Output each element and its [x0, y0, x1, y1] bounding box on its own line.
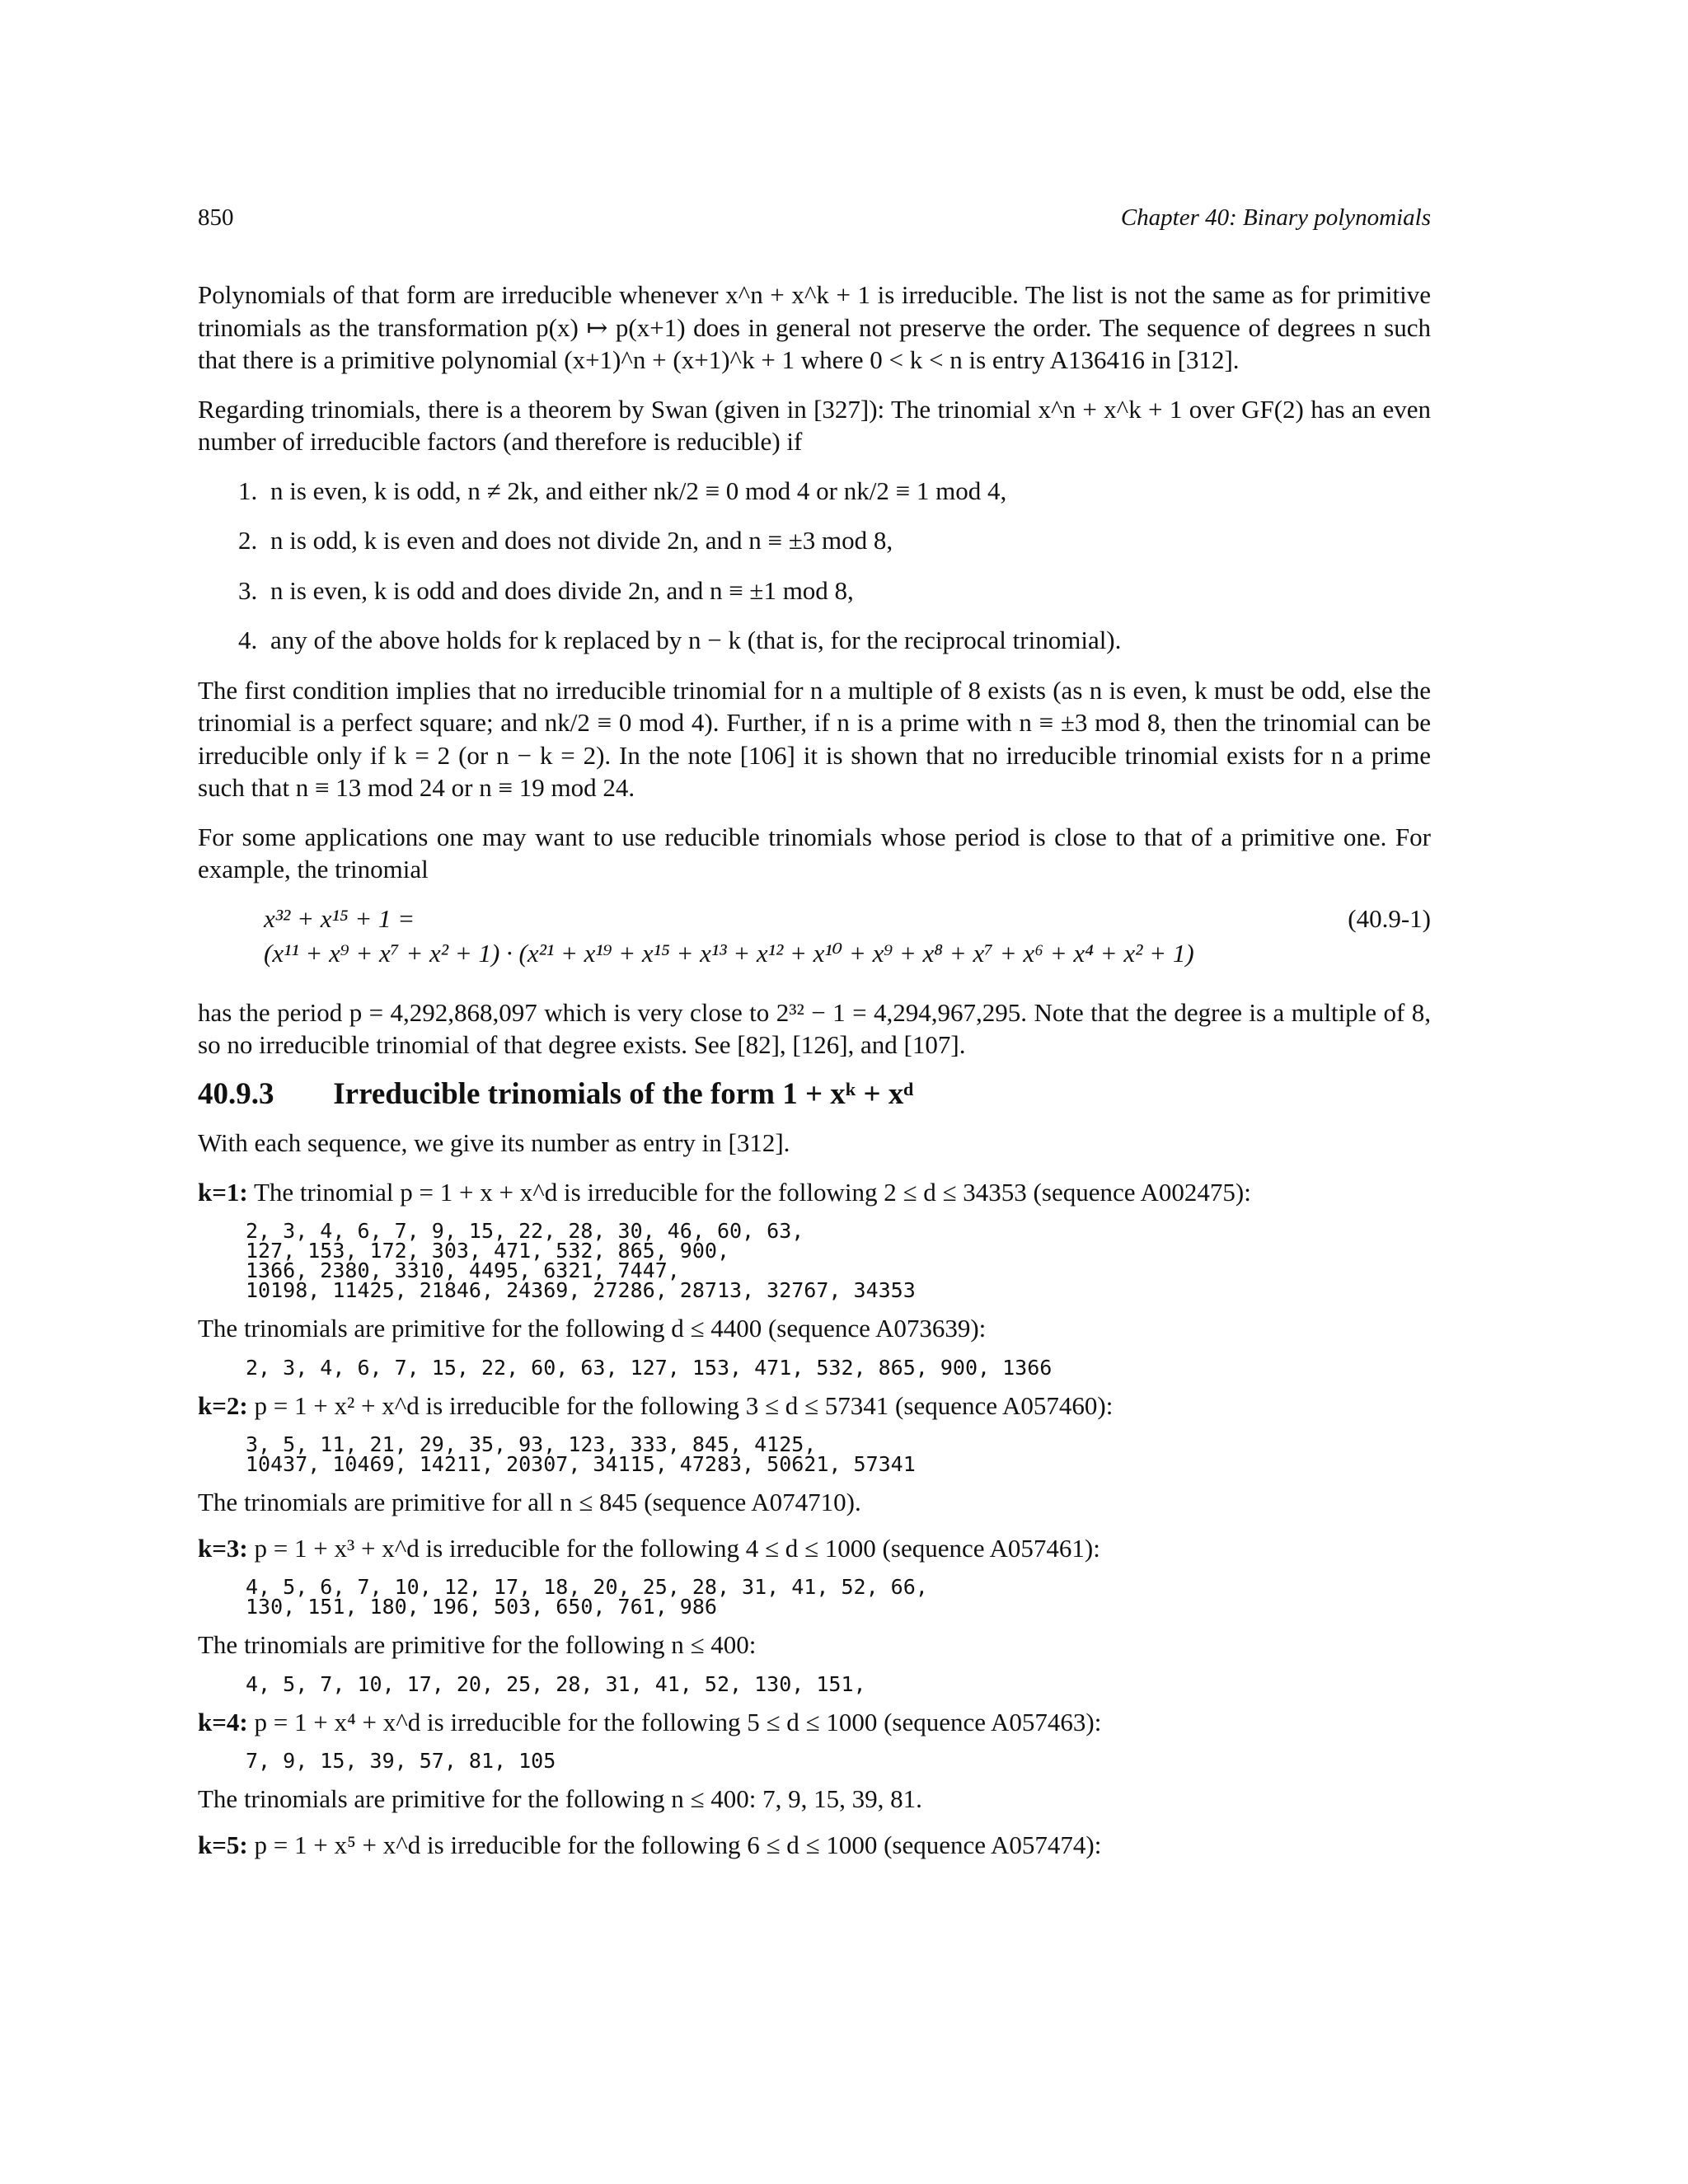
equation-line-1: x³² + x¹⁵ + 1 = — [264, 903, 415, 933]
list-item: 1. n is even, k is odd, n ≠ 2k, and either nk/2 ≡ 0 mod 4 or nk/2 ≡ 1 mod 4, — [264, 475, 1431, 508]
k3-text: p = 1 + x³ + x^d is irreducible for the following 4 ≤ d ≤ 1000 (sequence A057461): — [254, 1533, 1100, 1563]
paragraph-first-condition: The first condition implies that no irreducible trinomial for n a multiple of 8 exists (as n is even, k must be odd, else the trinomial is a perfect square; and nk/2 ≡ 0 mod 4). Further, if n is a prime with n ≡ ±3 mod 8, then the trinomial can be irreducible only if k = 2 (or n − k = 2). In the note [106] it is shown that no irreducible trinomial exists for n a prime such that n ≡ 13 mod 24 or n ≡ 19 mod 24. — [198, 675, 1431, 802]
k2-sequence: 3, 5, 11, 21, 29, 35, 93, 123, 333, 845, 4125, 10437, 10469, 14211, 20307, 34115, 47283, 50621, 57341 — [246, 1432, 916, 1476]
k4-sequence: 7, 9, 15, 39, 57, 81, 105 — [246, 1749, 556, 1773]
k3-label: k=3: — [198, 1533, 248, 1563]
list-item: 2. n is odd, k is even and does not divide 2n, and n ≡ ±3 mod 8, — [264, 524, 1431, 557]
paragraph-applications: For some applications one may want to use reducible trinomials whose period is close to that of a primitive one. For example, the trinomial — [198, 822, 1431, 883]
k3-primitive-sequence: 4, 5, 7, 10, 17, 20, 25, 28, 31, 41, 52, 130, 151, — [246, 1671, 866, 1696]
list-item: 4. any of the above holds for k replaced by n − k (that is, for the reciprocal trinomial). — [264, 624, 1431, 657]
equation-line-2: (x¹¹ + x⁹ + x⁷ + x² + 1) · (x²¹ + x¹⁹ + x¹⁵ + x¹³ + x¹² + x¹⁰ + x⁹ + x⁸ + x⁷ + x⁶ + x⁴ + x² + 1) — [264, 938, 1194, 968]
k2-primitive-text: The trinomials are primitive for all n ≤ 845 (sequence A074710). — [198, 1488, 861, 1516]
k3-statement — [198, 1532, 1431, 1565]
page-number: 850 — [198, 204, 234, 231]
k2-statement — [198, 1390, 1431, 1422]
k1-sequence: 2, 3, 4, 6, 7, 9, 15, 22, 28, 30, 46, 60, 63, 127, 153, 172, 303, 471, 532, 865, 900, 1366, 2380, 3310, 4495, 6321, 7447, 10198, 11425, 21846, 24369, 27286, 28713, 32767, 34353 — [246, 1219, 916, 1302]
k4-text: p = 1 + x⁴ + x^d is irreducible for the following 5 ≤ d ≤ 1000 (sequence A057463): — [254, 1707, 1102, 1736]
k5-text: p = 1 + x⁵ + x^d is irreducible for the following 6 ≤ d ≤ 1000 (sequence A057474): — [254, 1830, 1102, 1859]
k1-primitive-text: The trinomials are primitive for the following d ≤ 4400 (sequence A073639): — [198, 1314, 987, 1343]
k1-statement — [198, 1176, 1431, 1209]
k4-label: k=4: — [198, 1707, 248, 1736]
running-header — [198, 204, 1431, 237]
page-body — [198, 279, 1431, 1874]
equation-40-9-1 — [264, 902, 1431, 977]
paragraph-period: has the period p = 4,292,868,097 which is very close to 2³² − 1 = 4,294,967,295. Note that the degree is a multiple of 8, so no irreducible trinomial of that degree exists. See [82], [126], and [107]. — [198, 997, 1431, 1059]
k5-statement — [198, 1829, 1431, 1862]
k1-text: The trinomial p = 1 + x + x^d is irreducible for the following 2 ≤ d ≤ 34353 (sequence A002475): — [253, 1177, 1251, 1207]
paragraph-swan-theorem: Regarding trinomials, there is a theorem by Swan (given in [327]): The trinomial x^n + x^k + 1 over GF(2) has an even number of irreducible factors (and therefore is reducible) if — [198, 394, 1431, 456]
section-heading — [198, 1078, 1431, 1111]
k5-label: k=5: — [198, 1830, 248, 1859]
k3-sequence: 4, 5, 6, 7, 10, 12, 17, 18, 20, 25, 28, 31, 41, 52, 66, 130, 151, 180, 196, 503, 650, 761, 986 — [246, 1575, 928, 1619]
section-title: Irreducible trinomials of the form 1 + xᵏ + xᵈ — [333, 1076, 914, 1111]
paragraph-sequence-note: With each sequence, we give its number as entry in [312]. — [198, 1128, 790, 1157]
k2-text: p = 1 + x² + x^d is irreducible for the following 3 ≤ d ≤ 57341 (sequence A057460): — [254, 1390, 1114, 1420]
paragraph-intro: Polynomials of that form are irreducible whenever x^n + x^k + 1 is irreducible. The list is not the same as for primitive trinomials as the transformation p(x) ↦ p(x+1) does in general not preserve the order. The sequence of degrees n such that there is a primitive polynomial (x+1)^n + (x+1)^k + 1 where 0 < k < n is entry A136416 in [312]. — [198, 280, 1431, 374]
k4-primitive-text: The trinomials are primitive for the following n ≤ 400: 7, 9, 15, 39, 81. — [198, 1784, 922, 1813]
k2-label: k=2: — [198, 1390, 248, 1420]
list-item: 3. n is even, k is odd and does divide 2n, and n ≡ ±1 mod 8, — [264, 574, 1431, 607]
k3-primitive-text: The trinomials are primitive for the following n ≤ 400: — [198, 1630, 757, 1659]
k1-primitive-sequence: 2, 3, 4, 6, 7, 15, 22, 60, 63, 127, 153, 471, 532, 865, 900, 1366 — [246, 1355, 1053, 1380]
section-number: 40.9.3 — [198, 1076, 274, 1111]
chapter-title: Chapter 40: Binary polynomials — [1120, 204, 1431, 231]
k4-statement — [198, 1706, 1431, 1739]
equation-number: (40.9-1) — [1348, 903, 1431, 933]
k1-label: k=1: — [198, 1177, 248, 1207]
swan-conditions-list — [198, 475, 1431, 657]
